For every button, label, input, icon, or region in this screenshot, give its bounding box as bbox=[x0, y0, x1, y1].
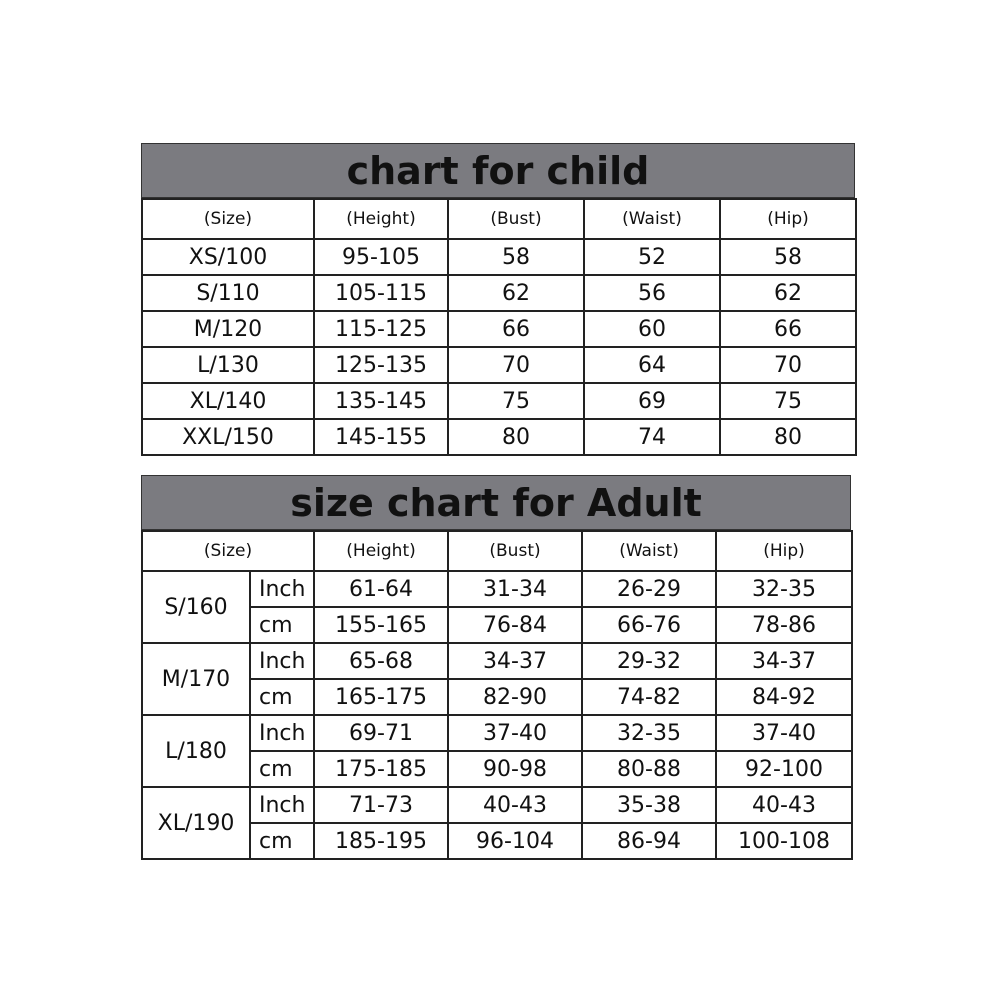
bust-cell: 37-40 bbox=[448, 715, 582, 751]
child-size-chart bbox=[141, 143, 855, 456]
unit-cell: Inch bbox=[250, 571, 314, 607]
adult-size-chart bbox=[141, 475, 851, 860]
size-cell: XS/100 bbox=[142, 239, 314, 275]
height-cell: 115-125 bbox=[314, 311, 448, 347]
table-row bbox=[142, 311, 856, 347]
adult-size-table bbox=[141, 530, 853, 860]
hip-cell: 100-108 bbox=[716, 823, 852, 859]
bust-cell: 34-37 bbox=[448, 643, 582, 679]
height-cell: 65-68 bbox=[314, 643, 448, 679]
size-cell: M/170 bbox=[142, 643, 250, 715]
hip-cell: 62 bbox=[720, 275, 856, 311]
hip-cell: 32-35 bbox=[716, 571, 852, 607]
waist-cell: 35-38 bbox=[582, 787, 716, 823]
waist-cell: 26-29 bbox=[582, 571, 716, 607]
adult-header-row bbox=[142, 531, 852, 571]
size-cell: M/120 bbox=[142, 311, 314, 347]
waist-cell: 69 bbox=[584, 383, 720, 419]
bust-cell: 66 bbox=[448, 311, 584, 347]
height-cell: 155-165 bbox=[314, 607, 448, 643]
header-size: (Size) bbox=[142, 531, 314, 571]
waist-cell: 29-32 bbox=[582, 643, 716, 679]
header-hip: (Hip) bbox=[720, 199, 856, 239]
bust-cell: 80 bbox=[448, 419, 584, 455]
unit-cell: cm bbox=[250, 823, 314, 859]
table-row bbox=[142, 643, 852, 679]
table-row bbox=[142, 383, 856, 419]
size-cell: XXL/150 bbox=[142, 419, 314, 455]
header-waist: (Waist) bbox=[584, 199, 720, 239]
unit-cell: cm bbox=[250, 679, 314, 715]
height-cell: 135-145 bbox=[314, 383, 448, 419]
table-row bbox=[142, 347, 856, 383]
height-cell: 69-71 bbox=[314, 715, 448, 751]
waist-cell: 56 bbox=[584, 275, 720, 311]
bust-cell: 58 bbox=[448, 239, 584, 275]
bust-cell: 62 bbox=[448, 275, 584, 311]
height-cell: 71-73 bbox=[314, 787, 448, 823]
table-row bbox=[142, 571, 852, 607]
waist-cell: 66-76 bbox=[582, 607, 716, 643]
size-cell: S/110 bbox=[142, 275, 314, 311]
unit-cell: Inch bbox=[250, 787, 314, 823]
waist-cell: 52 bbox=[584, 239, 720, 275]
height-cell: 105-115 bbox=[314, 275, 448, 311]
size-cell: S/160 bbox=[142, 571, 250, 643]
hip-cell: 66 bbox=[720, 311, 856, 347]
waist-cell: 80-88 bbox=[582, 751, 716, 787]
child-size-table bbox=[141, 198, 857, 456]
child-header-row bbox=[142, 199, 856, 239]
header-height: (Height) bbox=[314, 199, 448, 239]
bust-cell: 70 bbox=[448, 347, 584, 383]
table-row bbox=[142, 419, 856, 455]
size-cell: XL/140 bbox=[142, 383, 314, 419]
size-cell: XL/190 bbox=[142, 787, 250, 859]
table-row bbox=[142, 239, 856, 275]
header-hip: (Hip) bbox=[716, 531, 852, 571]
hip-cell: 75 bbox=[720, 383, 856, 419]
table-row bbox=[142, 715, 852, 751]
header-bust: (Bust) bbox=[448, 531, 582, 571]
adult-chart-title: size chart for Adult bbox=[141, 475, 851, 530]
size-cell: L/130 bbox=[142, 347, 314, 383]
hip-cell: 84-92 bbox=[716, 679, 852, 715]
height-cell: 175-185 bbox=[314, 751, 448, 787]
height-cell: 95-105 bbox=[314, 239, 448, 275]
table-row bbox=[142, 787, 852, 823]
waist-cell: 32-35 bbox=[582, 715, 716, 751]
bust-cell: 75 bbox=[448, 383, 584, 419]
height-cell: 61-64 bbox=[314, 571, 448, 607]
height-cell: 185-195 bbox=[314, 823, 448, 859]
waist-cell: 60 bbox=[584, 311, 720, 347]
bust-cell: 76-84 bbox=[448, 607, 582, 643]
table-row bbox=[142, 275, 856, 311]
child-chart-title: chart for child bbox=[141, 143, 855, 198]
hip-cell: 40-43 bbox=[716, 787, 852, 823]
unit-cell: Inch bbox=[250, 715, 314, 751]
header-bust: (Bust) bbox=[448, 199, 584, 239]
hip-cell: 70 bbox=[720, 347, 856, 383]
waist-cell: 86-94 bbox=[582, 823, 716, 859]
bust-cell: 82-90 bbox=[448, 679, 582, 715]
size-cell: L/180 bbox=[142, 715, 250, 787]
height-cell: 145-155 bbox=[314, 419, 448, 455]
bust-cell: 96-104 bbox=[448, 823, 582, 859]
header-waist: (Waist) bbox=[582, 531, 716, 571]
waist-cell: 74 bbox=[584, 419, 720, 455]
hip-cell: 78-86 bbox=[716, 607, 852, 643]
hip-cell: 34-37 bbox=[716, 643, 852, 679]
height-cell: 165-175 bbox=[314, 679, 448, 715]
header-height: (Height) bbox=[314, 531, 448, 571]
unit-cell: Inch bbox=[250, 643, 314, 679]
bust-cell: 31-34 bbox=[448, 571, 582, 607]
bust-cell: 40-43 bbox=[448, 787, 582, 823]
hip-cell: 37-40 bbox=[716, 715, 852, 751]
bust-cell: 90-98 bbox=[448, 751, 582, 787]
waist-cell: 74-82 bbox=[582, 679, 716, 715]
height-cell: 125-135 bbox=[314, 347, 448, 383]
unit-cell: cm bbox=[250, 751, 314, 787]
hip-cell: 92-100 bbox=[716, 751, 852, 787]
waist-cell: 64 bbox=[584, 347, 720, 383]
unit-cell: cm bbox=[250, 607, 314, 643]
header-size: (Size) bbox=[142, 199, 314, 239]
hip-cell: 80 bbox=[720, 419, 856, 455]
hip-cell: 58 bbox=[720, 239, 856, 275]
